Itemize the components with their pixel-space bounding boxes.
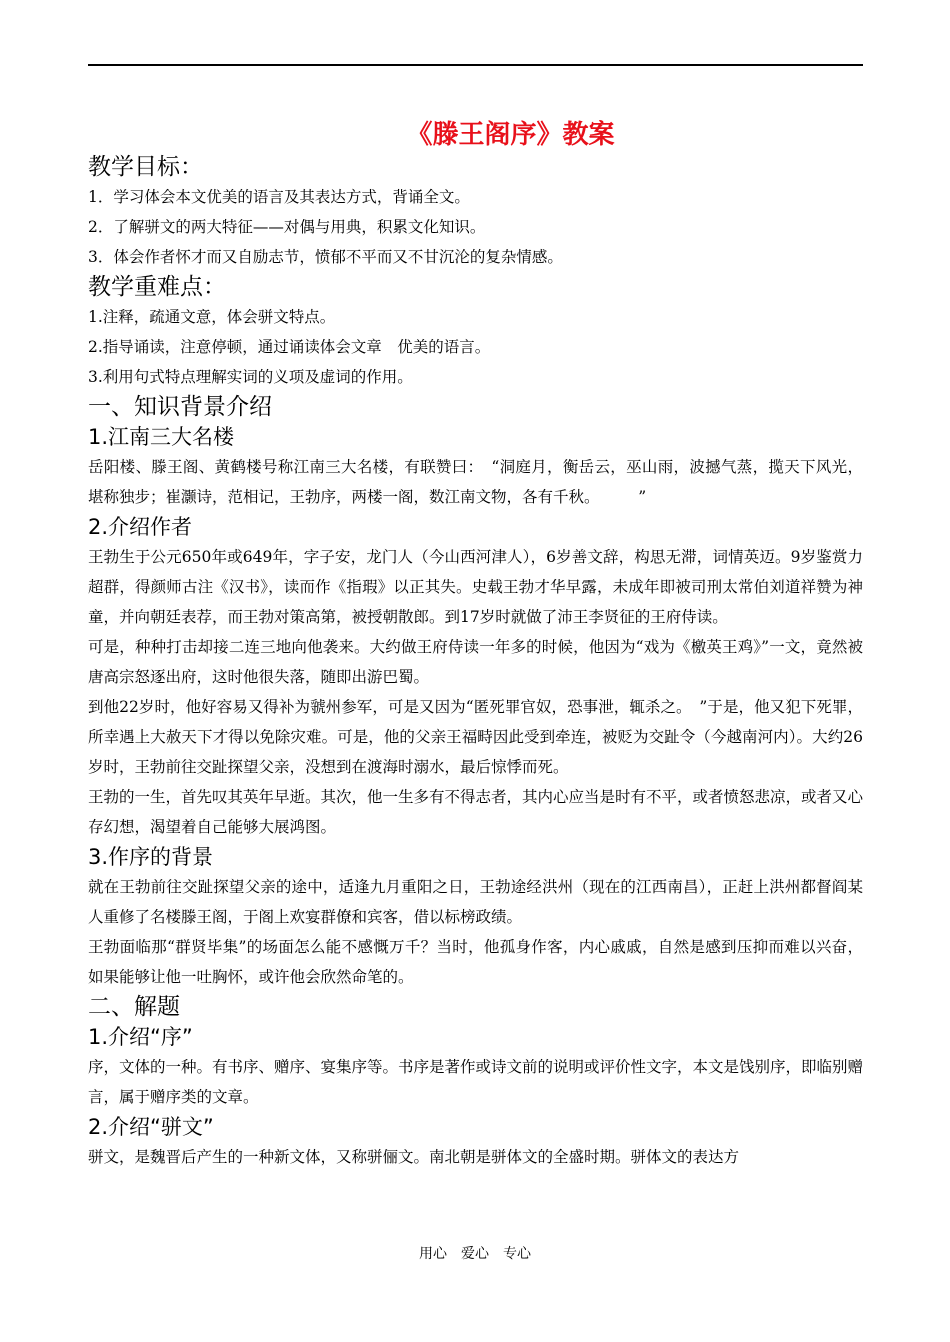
key-points-heading: 教学重难点：: [88, 274, 226, 300]
section-heading-background: 一、知识背景介绍: [88, 394, 272, 420]
goal-item: 2．了解骈文的两大特征——对偶与用典，积累文化知识。: [88, 218, 486, 236]
page-footer: 用心 爱心 专心: [419, 1246, 531, 1262]
preface-background-paragraph: 王勃面临那“群贤毕集”的场面怎么能不感慨万千？当时，他孤身作客，内心戚戚，自然是感到压抑而难以兴奋，如果能够让他一吐胸怀，或许他会欣然命笔的。: [88, 938, 863, 986]
header-rule: [88, 64, 863, 66]
key-point-item: 3.利用句式特点理解实词的义项及虚词的作用。: [88, 368, 413, 386]
author-paragraph: 可是，种种打击却接二连三地向他袭来。大约做王府侍读一年多的时候，他因为“戏为《檄英王鸡》”一文，竟然被唐高宗怒逐出府，这时他很失落，随即出游巴蜀。: [88, 638, 863, 686]
subheading-three-towers: 1.江南三大名楼: [88, 425, 235, 449]
document-title: 《滕王阁序》教案: [406, 120, 615, 150]
key-point-item: 1.注释，疏通文意，体会骈文特点。: [88, 308, 336, 326]
subheading-preface-background: 3.作序的背景: [88, 845, 214, 869]
author-paragraph: 到他22岁时，他好容易又得补为虢州参军，可是又因为“匿死罪官奴，恐事泄，辄杀之。 ”于是，他又犯下死罪，所幸遇上大赦天下才得以免除灾难。可是，他的父亲王福畤因此受到牵连，被贬为交趾令（今越南河内）。大约26岁时，王勃前往交趾探望父亲，没想到在渡海时溺水，最后惊悸而死。: [88, 698, 863, 776]
subheading-pianwen: 2.介绍“骈文”: [88, 1115, 214, 1139]
subheading-author: 2.介绍作者: [88, 515, 193, 539]
document-body: [88, 118, 863, 1172]
pianwen-text: 骈文，是魏晋后产生的一种新文体，又称骈俪文。南北朝是骈体文的全盛时期。骈体文的表达方: [88, 1148, 740, 1166]
key-point-item: 2.指导诵读，注意停顿，通过诵读体会文章 优美的语言。: [88, 338, 491, 356]
author-paragraph: 王勃的一生，首先叹其英年早逝。其次，他一生多有不得志者，其内心应当是时有不平，或者愤怒悲凉，或者又心存幻想，渴望着自己能够大展鸿图。: [88, 788, 864, 836]
goals-heading: 教学目标：: [88, 154, 203, 180]
preface-background-paragraph: 就在王勃前往交趾探望父亲的途中，适逢九月重阳之日，王勃途经洪州（现在的江西南昌），正赶上洪州都督阎某人重修了名楼滕王阁，于阁上欢宴群僚和宾客，借以标榜政绩。: [88, 878, 863, 926]
author-paragraph: 王勃生于公元650年或649年，字子安，龙门人（今山西河津人），6岁善文辞，构思无滞，词情英迈。9岁鉴赏力超群，得颜师古注《汉书》，读而作《指瑕》以正其失。史载王勃才华早露，未成年即被司刑太常伯刘道祥赞为神童，并向朝廷表荐，而王勃对策高第，被授朝散郎。到17岁时就做了沛王李贤征的王府侍读。: [88, 548, 863, 626]
three-towers-text: 岳阳楼、滕王阁、黄鹤楼号称江南三大名楼，有联赞曰： “洞庭月，衡岳云，巫山雨，波撼气蒸，揽天下风光，堪称独步；崔灏诗，范相记，王勃序，两楼一阁，数江南文物，各有千秋。 ”: [88, 458, 863, 506]
subheading-xu: 1.介绍“序”: [88, 1025, 193, 1049]
goal-item: 1．学习体会本文优美的语言及其表达方式，背诵全文。: [88, 188, 470, 206]
section-heading-title-explanation: 二、解题: [88, 994, 180, 1020]
xu-text: 序，文体的一种。有书序、赠序、宴集序等。书序是著作或诗文前的说明或评价性文字，本文是饯别序，即临别赠言，属于赠序类的文章。: [88, 1058, 864, 1106]
goal-item: 3．体会作者怀才而又自励志节，愤郁不平而又不甘沉沦的复杂情感。: [88, 248, 563, 266]
